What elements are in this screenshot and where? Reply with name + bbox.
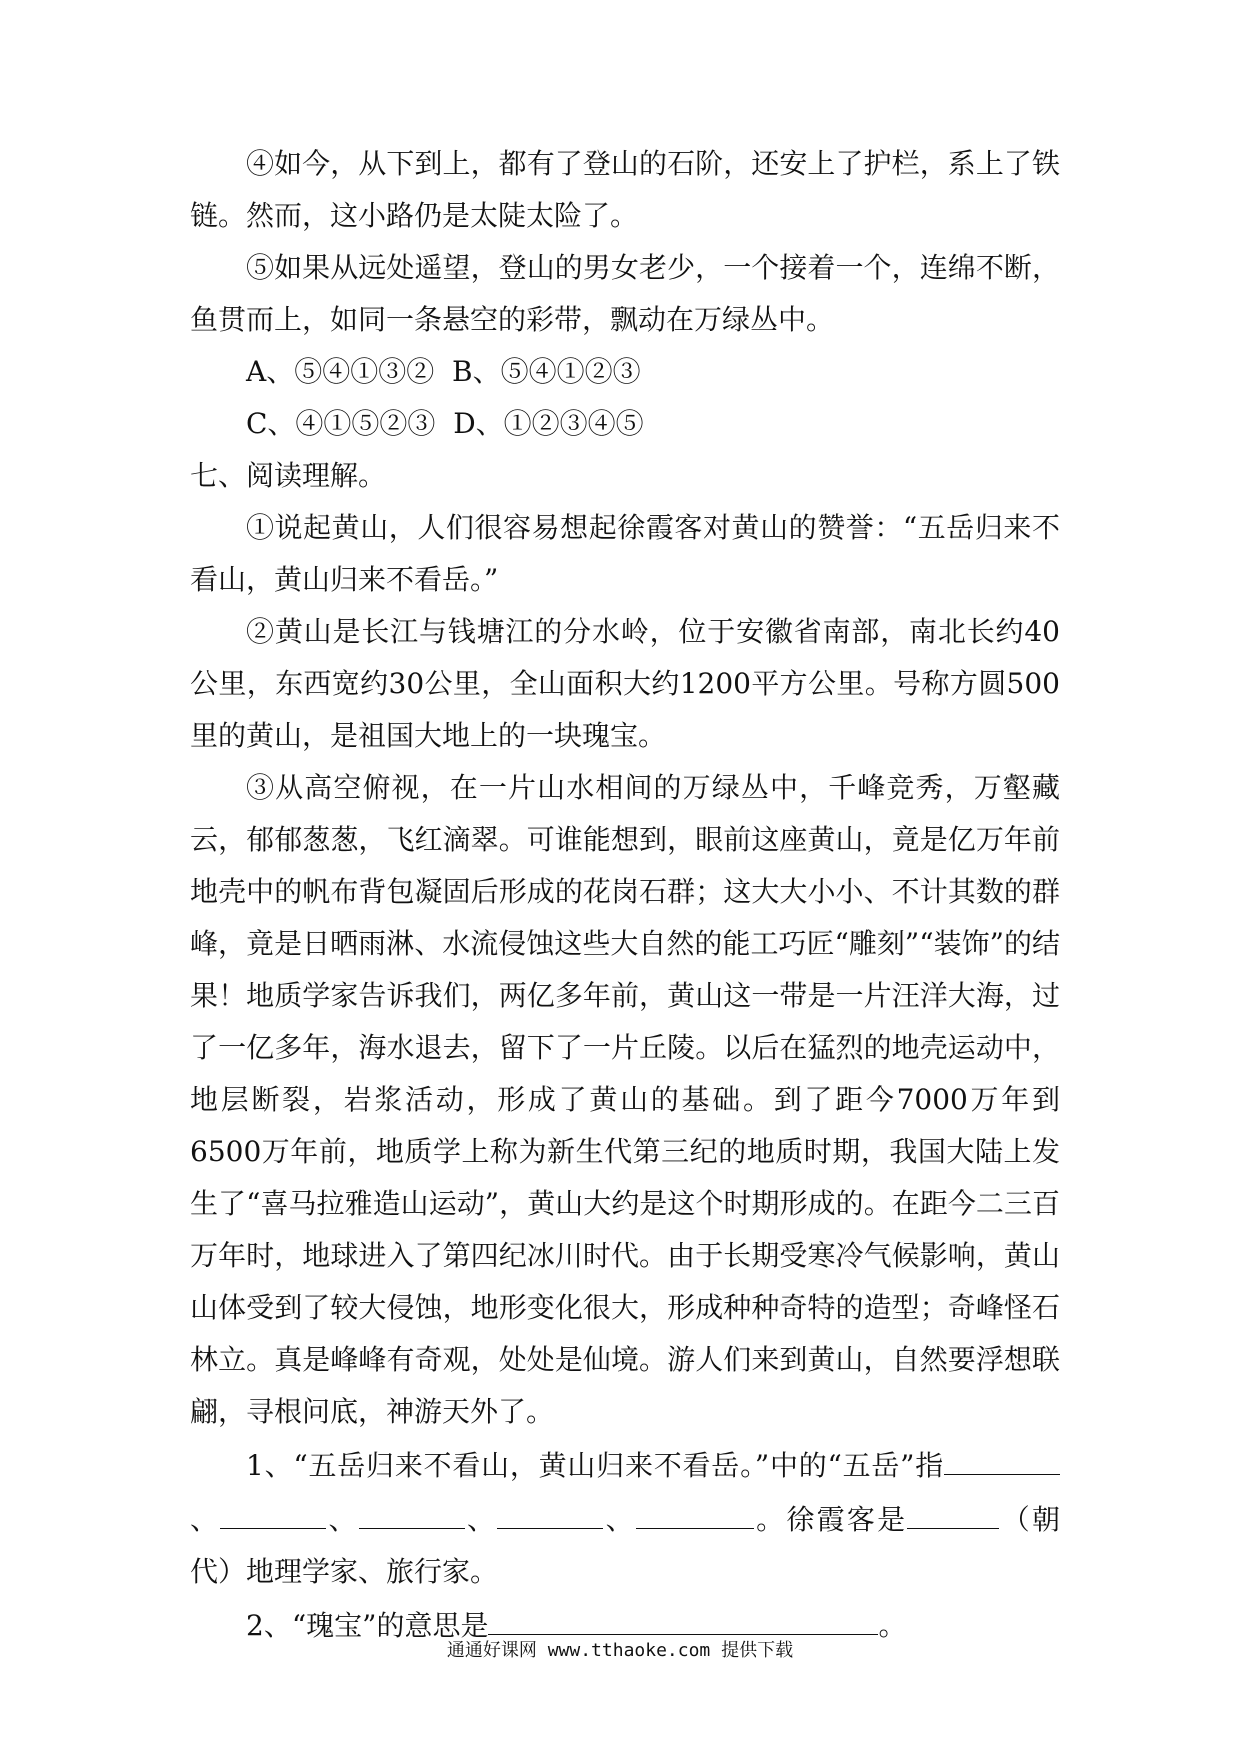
question-1-suffix: （朝代）地理学家、旅行家。 [190, 1503, 1060, 1588]
page-footer: 通通好课网 www.tthaoke.com 提供下载 [446, 1640, 794, 1661]
reading-paragraph-3: ③从高空俯视，在一片山水相间的万绿丛中，千峰竞秀，万壑藏云，郁郁葱葱，飞红滴翠。可谁能想到，眼前这座黄山，竟是亿万年前地壳中的帆布背包凝固后形成的花岗石群；这大大小小、不计其数的群峰，竟是日晒雨淋、水流侵蚀这些大自然的能工巧匠“雕刻”“装饰”的结果！地质学家告诉我们，两亿多年前，黄山这一带是一片汪洋大海，过了一亿多年，海水退去，留下了一片丘陵。以后在猛烈的地壳运动中，地层断裂，岩浆活动，形成了黄山的基础。到了距今7000万年到6500万年前，地质学上称为新生代第三纪的地质时期，我国大陆上发生了“喜马拉雅造山运动”，黄山大约是这个时期形成的。在距今二三百万年时，地球进入了第四纪冰川时代。由于长期受寒冷气候影响，黄山山体受到了较大侵蚀，地形变化很大，形成种种奇特的造型；奇峰怪石林立。真是峰峰有奇观，处处是仙境。游人们来到黄山，自然要浮想联翩，寻根问底，神游天外了。 [190, 771, 1060, 1428]
question-1-mid: 。徐霞客是 [753, 1503, 908, 1536]
paragraph-4: ④如今，从下到上，都有了登山的石阶，还安上了护栏，系上了铁链。然而，这小路仍是太陡太险了。 [190, 147, 1060, 232]
question-1-prefix: 1、“五岳归来不看山，黄山归来不看岳。”中的“五岳”指 [246, 1449, 944, 1482]
question-2-suffix: 。 [878, 1609, 907, 1642]
answer-blank-1a[interactable] [944, 1438, 984, 1475]
question-1-sep-2: 、 [326, 1503, 359, 1536]
answer-blank-3[interactable] [359, 1492, 465, 1529]
question-1-sep-3: 、 [464, 1503, 498, 1536]
answer-blank-4[interactable] [497, 1492, 603, 1529]
text-column [190, 138, 1060, 1652]
answer-blank-5[interactable] [636, 1492, 754, 1529]
question-2-prefix: 2、“瑰宝”的意思是 [246, 1609, 489, 1642]
reading-paragraph-1: ①说起黄山，人们很容易想起徐霞客对黄山的赞誉：“五岳归来不看山，黄山归来不看岳。” [190, 511, 1060, 596]
options-line-2: C、④①⑤②③ D、①②③④⑤ [246, 407, 644, 440]
question-1 [190, 1438, 1060, 1598]
options-line-1: A、⑤④①③② B、⑤④①②③ [246, 355, 641, 388]
reading-paragraph-2: ②黄山是长江与钱塘江的分水岭，位于安徽省南部，南北长约40公里，东西宽约30公里，全山面积大约1200平方公里。号称方圆500里的黄山，是祖国大地上的一块瑰宝。 [190, 615, 1060, 752]
answer-blank-dynasty-b[interactable] [929, 1492, 999, 1529]
answer-blank-dynasty-a[interactable] [907, 1492, 929, 1529]
answer-blank-1b[interactable] [984, 1438, 1060, 1475]
answer-blank-2[interactable] [220, 1492, 326, 1529]
question-1-sep-1: 、 [190, 1503, 221, 1536]
paragraph-5: ⑤如果从远处遥望，登山的男女老少，一个接着一个，连绵不断，鱼贯而上，如同一条悬空的彩带，飘动在万绿丛中。 [190, 251, 1060, 336]
question-1-sep-4: 、 [603, 1503, 636, 1536]
answer-blank-meaning[interactable] [488, 1598, 878, 1635]
section-heading: 七、阅读理解。 [190, 459, 387, 492]
